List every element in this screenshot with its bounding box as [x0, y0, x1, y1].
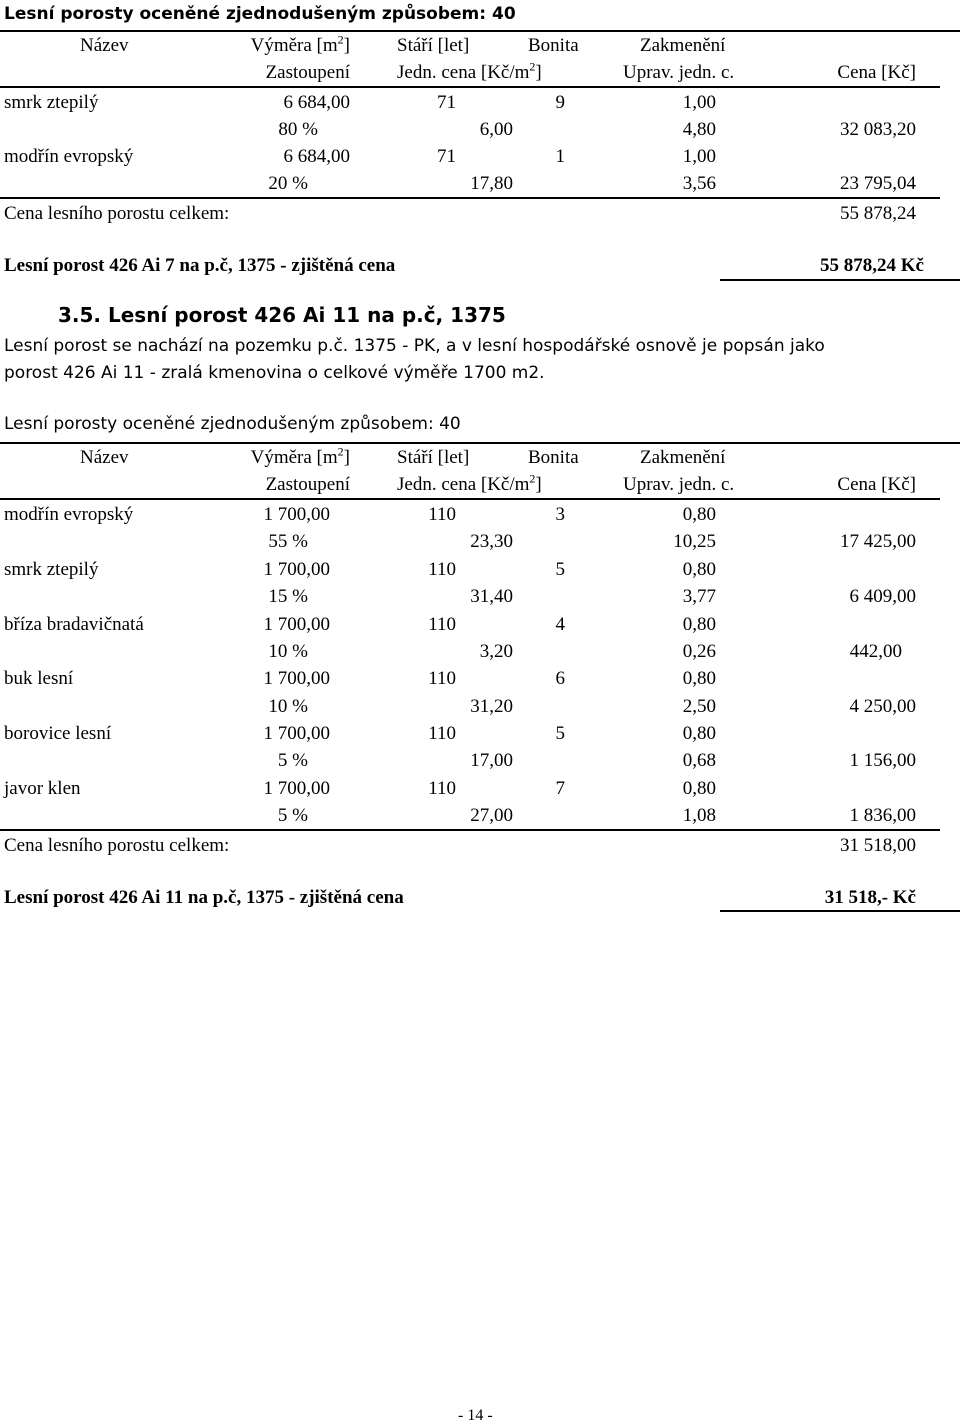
- row-uprav: 0,68: [682, 750, 716, 771]
- section1-summary-underline: [720, 279, 960, 281]
- row-bonita: 5: [555, 559, 565, 580]
- table1-total-rule: [0, 197, 940, 199]
- table1-header-vymera: Výměra $[m^2]$: [250, 32, 350, 56]
- table2-header-zastoupeni: Zastoupení: [265, 474, 350, 495]
- row-vymera: 1 700,00: [263, 668, 330, 689]
- table2-header-cena: Cena [Kč]: [837, 474, 916, 495]
- row-stari: 71: [437, 92, 456, 113]
- row-uprav: 2,50: [682, 696, 716, 717]
- row-cena: 1 836,00: [849, 805, 916, 826]
- table1-header-rule: [0, 86, 940, 88]
- table2-total-rule: [0, 829, 940, 831]
- row-jedn-cena: 31,20: [470, 696, 513, 717]
- row-bonita: 6: [555, 668, 565, 689]
- row-name: smrk ztepilý: [4, 92, 99, 113]
- row-stari: 71: [437, 146, 456, 167]
- table1-top-rule: [0, 30, 960, 32]
- row-cena: 6 409,00: [849, 586, 916, 607]
- row-zakmeneni: 0,80: [682, 559, 716, 580]
- table1-header-cena: Cena [Kč]: [837, 62, 916, 83]
- section2-title: Lesní porosty oceněné zjednodušeným způsobem: 40: [4, 414, 461, 434]
- row-zakmeneni: 0,80: [682, 668, 716, 689]
- row-name: modřín evropský: [4, 504, 134, 525]
- row-zakmeneni: 1,00: [682, 92, 716, 113]
- row-jedn-cena: 31,40: [470, 586, 513, 607]
- row-zakmeneni: 1,00: [682, 146, 716, 167]
- table1-header-bonita: Bonita: [528, 35, 579, 56]
- row-jedn-cena: 3,20: [479, 641, 513, 662]
- table2-header-zakmeneni: Zakmenění: [640, 447, 726, 468]
- section2-summary-underline: [720, 910, 960, 912]
- table1-header-jedn-cena: Jedn. cena $[Kč/m^2]$: [397, 59, 542, 83]
- row-stari: 110: [428, 504, 456, 525]
- row-zastoupeni: 10 %: [268, 696, 308, 717]
- section-heading: 3.5. Lesní porost 426 Ai 11 na p.č, 1375: [58, 303, 506, 327]
- row-stari: 110: [428, 614, 456, 635]
- table2-header-stari: Stáří [let]: [397, 447, 470, 468]
- row-zastoupeni: 5 %: [277, 750, 308, 771]
- row-jedn-cena: 27,00: [470, 805, 513, 826]
- row-zastoupeni: 55 %: [268, 531, 308, 552]
- row-name: buk lesní: [4, 668, 74, 689]
- table2-header-rule: [0, 498, 940, 500]
- row-cena: 4 250,00: [849, 696, 916, 717]
- section2-summary-label: Lesní porost 426 Ai 11 na p.č, 1375 - zjištěná cena: [4, 887, 404, 908]
- table2-header-vymera: Výměra $[m^2]$: [250, 444, 350, 468]
- row-stari: 110: [428, 668, 456, 689]
- section1-title: Lesní porosty oceněné zjednodušeným způsobem: 40: [4, 4, 516, 24]
- row-name: modřín evropský: [4, 146, 134, 167]
- table2-total-value: 31 518,00: [840, 835, 916, 856]
- row-cena: 23 795,04: [840, 173, 916, 194]
- row-uprav: 10,25: [673, 531, 716, 552]
- row-vymera: 6 684,00: [283, 92, 350, 113]
- row-jedn-cena: 17,00: [470, 750, 513, 771]
- table2-total-label: Cena lesního porostu celkem:: [4, 835, 230, 856]
- table1-header-zakmeneni: Zakmenění: [640, 35, 726, 56]
- row-vymera: 1 700,00: [263, 559, 330, 580]
- row-cena: 32 083,20: [840, 119, 916, 140]
- row-vymera: 1 700,00: [263, 778, 330, 799]
- table1-total-value: 55 878,24: [840, 203, 916, 224]
- row-zastoupeni: 15 %: [268, 586, 308, 607]
- row-cena: 442,00: [849, 641, 902, 662]
- row-uprav: 3,77: [682, 586, 716, 607]
- row-zakmeneni: 0,80: [682, 778, 716, 799]
- row-name: bříza bradavičnatá: [4, 614, 144, 635]
- section1-summary-label: Lesní porost 426 Ai 7 na p.č, 1375 - zjištěná cena: [4, 255, 396, 276]
- row-cena: 1 156,00: [849, 750, 916, 771]
- table1-header-nazev: Název: [80, 35, 129, 56]
- row-zastoupeni: 80 %: [278, 119, 318, 140]
- row-stari: 110: [428, 559, 456, 580]
- row-uprav: 0,26: [682, 641, 716, 662]
- row-name: borovice lesní: [4, 723, 112, 744]
- row-jedn-cena: 23,30: [470, 531, 513, 552]
- table2-top-rule: [0, 442, 960, 444]
- row-vymera: 1 700,00: [263, 723, 330, 744]
- row-jedn-cena: 6,00: [479, 119, 513, 140]
- table2-header-bonita: Bonita: [528, 447, 579, 468]
- row-name: javor klen: [4, 778, 81, 799]
- row-zastoupeni: 10 %: [268, 641, 308, 662]
- row-bonita: 1: [555, 146, 565, 167]
- paragraph-line-1: Lesní porost se nachází na pozemku p.č. 1375 - PK, a v lesní hospodářské osnově je popsán jako: [4, 336, 825, 356]
- row-uprav: 1,08: [682, 805, 716, 826]
- section2-summary-value: 31 518,- Kč: [824, 887, 916, 908]
- row-bonita: 9: [555, 92, 565, 113]
- row-uprav: 4,80: [682, 119, 716, 140]
- table1-total-label: Cena lesního porostu celkem:: [4, 203, 230, 224]
- table2-header-nazev: Název: [80, 447, 129, 468]
- paragraph-line-2: porost 426 Ai 11 - zralá kmenovina o celkové výměře 1700 m2.: [4, 363, 545, 383]
- row-name: smrk ztepilý: [4, 559, 99, 580]
- row-bonita: 3: [555, 504, 565, 525]
- row-zakmeneni: 0,80: [682, 504, 716, 525]
- table1-header-stari: Stáří [let]: [397, 35, 470, 56]
- row-zakmeneni: 0,80: [682, 614, 716, 635]
- row-vymera: 6 684,00: [283, 146, 350, 167]
- row-cena: 17 425,00: [840, 531, 916, 552]
- row-vymera: 1 700,00: [263, 614, 330, 635]
- table1-header-zastoupeni: Zastoupení: [265, 62, 350, 83]
- row-bonita: 5: [555, 723, 565, 744]
- row-stari: 110: [428, 723, 456, 744]
- row-zastoupeni: 20 %: [268, 173, 308, 194]
- row-stari: 110: [428, 778, 456, 799]
- row-zastoupeni: 5 %: [277, 805, 308, 826]
- row-bonita: 4: [555, 614, 565, 635]
- row-jedn-cena: 17,80: [470, 173, 513, 194]
- row-vymera: 1 700,00: [263, 504, 330, 525]
- table2-header-jedn-cena: Jedn. cena $[Kč/m^2]$: [397, 471, 542, 495]
- section1-summary-value: 55 878,24 Kč: [820, 255, 924, 276]
- table2-header-uprav: Uprav. jedn. c.: [623, 474, 735, 495]
- page-number: - 14 -: [458, 1407, 493, 1424]
- row-bonita: 7: [555, 778, 565, 799]
- row-zakmeneni: 0,80: [682, 723, 716, 744]
- row-uprav: 3,56: [682, 173, 716, 194]
- table1-header-uprav: Uprav. jedn. c.: [623, 62, 735, 83]
